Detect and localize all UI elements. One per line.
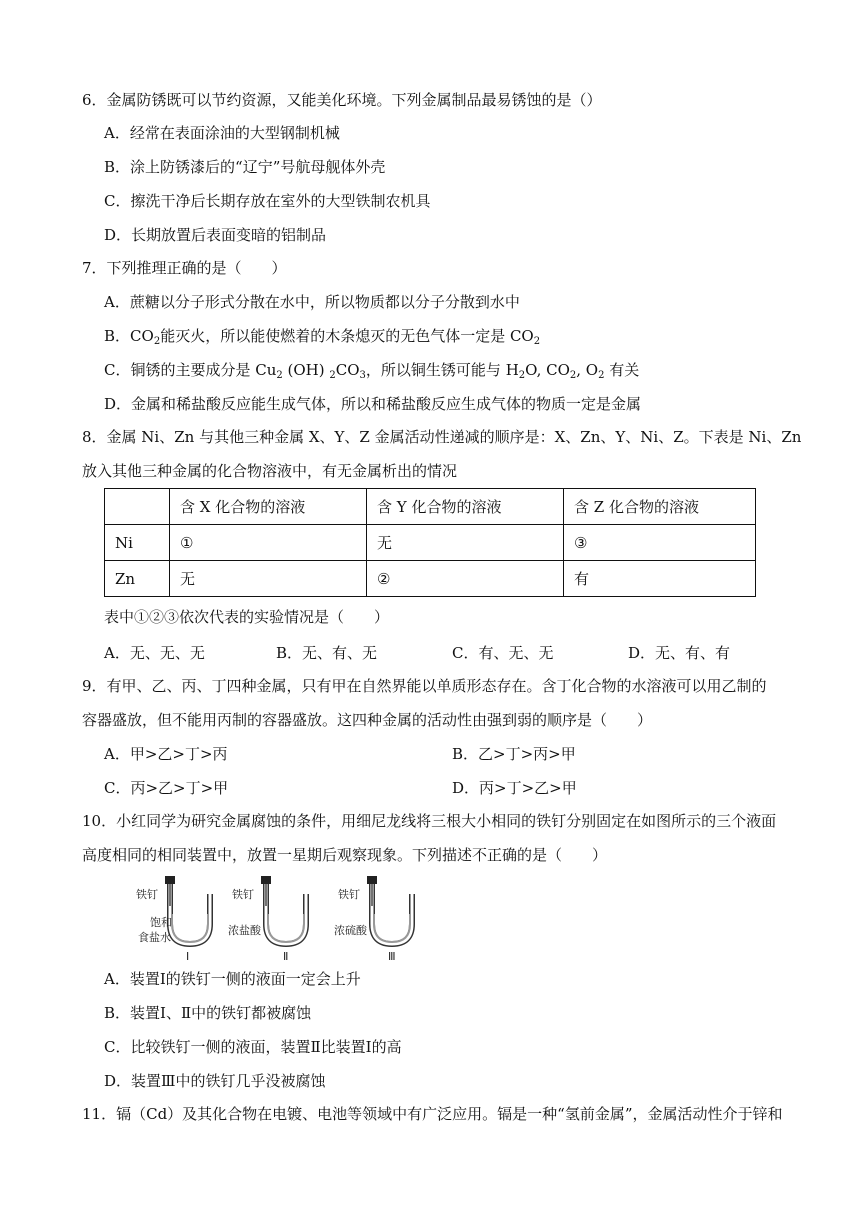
diagram-numeral: Ⅱ [283,950,289,962]
table-cell: ① [170,525,367,561]
table-cell: Ni [105,525,170,561]
table-cell: ② [367,561,564,597]
q9-option-b: B．乙>丁>丙>甲 [452,745,576,763]
q8-option-b: B．无、有、无 [276,644,378,662]
q7-option-a: A．蔗糖以分子形式分散在水中，所以物质都以分子分散到水中 [104,293,520,311]
q8-stem-line2: 放入其他三种金属的化合物溶液中，有无金属析出的情况 [82,462,458,480]
q6-option-a: A．经常在表面涂油的大型钢制机械 [104,124,340,142]
table-row [105,561,756,597]
u-tube-apparatus-3 [334,876,412,962]
q9-option-d: D．丙>丁>乙>甲 [452,779,577,797]
q10-option-a: A．装置Ⅰ的铁钉一侧的液面一定会上升 [104,970,361,988]
q7-option-b: B．$CO_2$能灭火，所以能使燃着的木条熄灭的无色气体一定是 $CO_2$ [104,327,541,347]
q7-option-c: C．铜锈的主要成分是 $Cu_2$ (OH) $_2CO_3$，所以铜生锈可能与 $H_2O$, $CO_2$, $O_2$ 有关 [104,361,640,381]
table-cell: 无 [367,525,564,561]
q9-stem-line2: 容器盛放，但不能用丙制的容器盛放。这四种金属的活动性由强到弱的顺序是（ ） [82,711,653,729]
diagram-label: 浓盐酸 [228,924,261,937]
q8-stem-line1: 8．金属 Ni、Zn 与其他三种金属 X、Y、Z 金属活动性递减的顺序是：X、Zn、Y、Ni、Z。下表是 Ni、Zn [82,428,802,446]
diagram-label: 食盐水 [138,931,171,944]
diagram-numeral: Ⅲ [388,950,396,962]
q6-option-c: C．擦洗干净后长期存放在室外的大型铁制农机具 [104,192,431,210]
q8-option-c: C．有、无、无 [452,644,554,662]
q10-stem-line1: 10．小红同学为研究金属腐蚀的条件，用细尼龙线将三根大小相同的铁钉分别固定在如图所示的三个液面 [82,812,777,830]
diagram-label: 饱和 [150,916,172,929]
q8-table [104,488,756,597]
table-row [105,525,756,561]
table-cell: Zn [105,561,170,597]
q11-stem-line1: 11．镉（Cd）及其化合物在电镀、电池等领域中有广泛应用。镉是一种“氢前金属”，金属活动性介于锌和 [82,1105,783,1123]
u-tube-apparatus-2 [228,876,306,962]
q8-follow: 表中①②③依次代表的实验情况是（ ） [104,608,390,626]
stopper-icon [261,876,271,884]
diagram-label: 浓硫酸 [334,924,367,937]
q8-option-d: D．无、有、有 [628,644,731,662]
q8-option-a: A．无、无、无 [104,644,205,662]
q10-option-c: C．比较铁钉一侧的液面，装置Ⅱ比装置Ⅰ的高 [104,1038,402,1056]
table-header-cell: 含 X 化合物的溶液 [170,489,367,525]
q10-option-d: D．装置Ⅲ中的铁钉几乎没被腐蚀 [104,1072,326,1090]
table-cell: 有 [564,561,756,597]
stopper-icon [165,876,175,884]
table-header-row [105,489,756,525]
q10-option-b: B．装置Ⅰ、Ⅱ中的铁钉都被腐蚀 [104,1004,312,1022]
q6-option-d: D．长期放置后表面变暗的铝制品 [104,226,327,244]
q10-stem-line2: 高度相同的相同装置中，放置一星期后观察现象。下列描述不正确的是（ ） [82,846,608,864]
q9-option-a: A．甲>乙>丁>丙 [104,745,228,763]
u-tube-apparatus-1 [136,876,210,962]
diagram-label: 铁钉 [338,888,360,901]
q7-stem: 7．下列推理正确的是（ ） [82,259,287,277]
diagram-label: 铁钉 [232,888,254,901]
u-tube-diagram [136,874,426,962]
table-header-cell [105,489,170,525]
diagram-label: 铁钉 [136,888,158,901]
q6-stem: 6．金属防锈既可以节约资源，又能美化环境。下列金属制品最易锈蚀的是（） [82,91,602,109]
q6-option-b: B．涂上防锈漆后的“辽宁”号航母舰体外壳 [104,158,386,176]
diagram-numeral: Ⅰ [186,950,190,962]
q9-stem-line1: 9．有甲、乙、丙、丁四种金属，只有甲在自然界能以单质形态存在。含丁化合物的水溶液可以用乙制的 [82,677,767,695]
stopper-icon [367,876,377,884]
q7-option-d: D．金属和稀盐酸反应能生成气体，所以和稀盐酸反应生成气体的物质一定是金属 [104,395,642,413]
q9-option-c: C．丙>乙>丁>甲 [104,779,229,797]
table-header-cell: 含 Z 化合物的溶液 [564,489,756,525]
table-cell: ③ [564,525,756,561]
table-cell: 无 [170,561,367,597]
table-header-cell: 含 Y 化合物的溶液 [367,489,564,525]
